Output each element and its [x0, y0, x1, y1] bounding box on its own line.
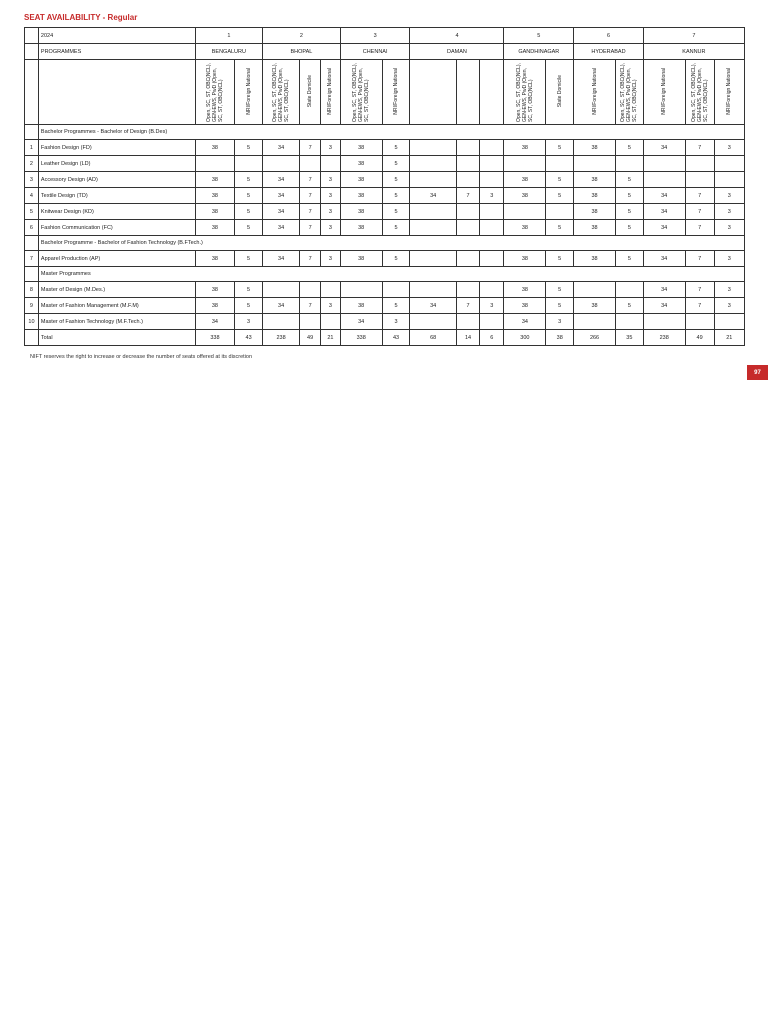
seat-count: 38 [340, 140, 382, 156]
serial-number: 6 [25, 220, 39, 236]
group-row [25, 267, 745, 282]
seat-count: 38 [195, 220, 234, 236]
seat-count [504, 156, 546, 172]
seat-count: 5 [382, 140, 410, 156]
seat-count [546, 204, 574, 220]
seat-count: 38 [504, 298, 546, 314]
category-label: NRI/Foreign National [393, 67, 400, 115]
category-label: NRI/Foreign National [726, 67, 733, 115]
seat-count: 34 [643, 188, 685, 204]
programme-name: Master of Design (M.Des.) [38, 282, 195, 298]
column-number: 6 [574, 28, 644, 44]
seat-count [714, 172, 744, 188]
seat-count [300, 282, 321, 298]
seat-count [480, 156, 504, 172]
seat-count: 34 [504, 314, 546, 330]
serial-number: 10 [25, 314, 39, 330]
seat-count: 7 [300, 204, 321, 220]
seat-count [480, 140, 504, 156]
total-value: 43 [382, 330, 410, 346]
seat-count: 5 [382, 204, 410, 220]
seat-count: 5 [615, 204, 643, 220]
seat-count: 7 [685, 282, 714, 298]
category-header [456, 60, 479, 125]
seat-count [410, 172, 456, 188]
seat-count: 5 [546, 220, 574, 236]
seat-count: 7 [300, 140, 321, 156]
seat-count: 5 [382, 188, 410, 204]
seat-count [685, 172, 714, 188]
category-label: Open, SC, ST, OBC(NCL), GEN-EWS, PwD (Open, SC, ST, OBC(NCL) [690, 63, 709, 122]
centre-header: BENGALURU [195, 44, 262, 60]
header-row-categories [25, 60, 745, 125]
seat-count: 3 [714, 204, 744, 220]
seat-count: 34 [643, 282, 685, 298]
seat-count: 3 [480, 298, 504, 314]
category-header [410, 60, 456, 125]
table-row [25, 188, 745, 204]
seat-count: 3 [321, 298, 341, 314]
seat-count: 3 [235, 314, 263, 330]
seat-count [574, 314, 616, 330]
centre-header: HYDERABAD [574, 44, 644, 60]
category-label: NRI/Foreign National [245, 67, 252, 115]
seat-count: 5 [382, 156, 410, 172]
seat-count: 7 [456, 188, 479, 204]
seat-count [456, 314, 479, 330]
seat-count: 7 [685, 204, 714, 220]
seat-count [615, 156, 643, 172]
category-header [546, 60, 574, 125]
seat-count: 38 [195, 282, 234, 298]
total-value: 6 [480, 330, 504, 346]
seat-count: 38 [195, 204, 234, 220]
seat-count: 5 [615, 140, 643, 156]
seat-count: 34 [263, 298, 300, 314]
column-number: 3 [340, 28, 410, 44]
corner-cell [25, 60, 39, 125]
seat-count: 3 [321, 251, 341, 267]
seat-count [410, 156, 456, 172]
seat-count: 38 [195, 140, 234, 156]
footnote: NIFT reserves the right to increase or decrease the number of seats offered at its discretion [30, 354, 253, 360]
seat-count [480, 204, 504, 220]
category-label: Open, SC, ST, OBC(NCL), GEN-EWS, PwD (Open, SC, ST, OBC(NCL) [620, 63, 639, 122]
programme-name: Fashion Communication (FC) [38, 220, 195, 236]
group-row [25, 236, 745, 251]
seat-count [643, 156, 685, 172]
section-title: SEAT AVAILABILITY - Regular [24, 13, 138, 22]
seat-count: 7 [300, 188, 321, 204]
category-header [615, 60, 643, 125]
category-header [574, 60, 616, 125]
seat-count: 5 [235, 251, 263, 267]
programme-name: Fashion Design (FD) [38, 140, 195, 156]
total-value: 21 [321, 330, 341, 346]
seat-count: 5 [615, 188, 643, 204]
seat-count: 5 [235, 298, 263, 314]
corner-cell [25, 330, 39, 346]
column-number: 7 [643, 28, 744, 44]
header-row-numbers [25, 28, 745, 44]
year-cell: 2024 [38, 28, 195, 44]
seat-count: 38 [574, 251, 616, 267]
centre-header: GANDHINAGAR [504, 44, 574, 60]
seat-count [546, 156, 574, 172]
seat-count [480, 251, 504, 267]
category-label: NRI/Foreign National [591, 67, 598, 115]
seat-count: 38 [340, 298, 382, 314]
programme-name: Accessory Design (AD) [38, 172, 195, 188]
seat-count: 3 [321, 140, 341, 156]
total-value: 266 [574, 330, 616, 346]
seat-count: 3 [321, 220, 341, 236]
seat-count: 34 [410, 188, 456, 204]
seat-count: 3 [321, 188, 341, 204]
category-header [714, 60, 744, 125]
serial-number: 9 [25, 298, 39, 314]
seat-count: 38 [504, 251, 546, 267]
programme-name: Apparel Production (AP) [38, 251, 195, 267]
total-value: 43 [235, 330, 263, 346]
seat-count: 5 [615, 251, 643, 267]
seat-count: 3 [714, 140, 744, 156]
seat-count: 38 [195, 251, 234, 267]
seat-count: 5 [235, 204, 263, 220]
seat-count: 3 [714, 298, 744, 314]
seat-count [321, 156, 341, 172]
seat-count [321, 282, 341, 298]
seat-count [300, 156, 321, 172]
seat-count: 3 [546, 314, 574, 330]
total-value: 238 [263, 330, 300, 346]
seat-count: 34 [263, 204, 300, 220]
seat-count: 7 [685, 140, 714, 156]
seat-count [456, 282, 479, 298]
seat-count [195, 156, 234, 172]
programmes-header: PROGRAMMES [38, 44, 195, 60]
seat-count: 3 [714, 282, 744, 298]
seat-count: 34 [410, 298, 456, 314]
seat-count: 38 [340, 156, 382, 172]
seat-count: 5 [235, 220, 263, 236]
category-label: State Domicile [307, 74, 314, 108]
seat-count [456, 204, 479, 220]
table-row [25, 140, 745, 156]
category-header [480, 60, 504, 125]
page-number-badge: 97 [747, 365, 768, 380]
seat-count: 5 [615, 172, 643, 188]
total-label: Total [38, 330, 195, 346]
seat-count: 34 [263, 220, 300, 236]
seat-count: 3 [714, 188, 744, 204]
category-label: NRI/Foreign National [661, 67, 668, 115]
seat-count [235, 156, 263, 172]
seat-count [410, 140, 456, 156]
seat-count: 3 [714, 220, 744, 236]
seat-count [615, 314, 643, 330]
seat-count: 38 [195, 298, 234, 314]
seat-count: 5 [235, 282, 263, 298]
seat-count: 38 [504, 140, 546, 156]
seat-count: 34 [263, 140, 300, 156]
seat-count: 34 [195, 314, 234, 330]
total-value: 238 [643, 330, 685, 346]
category-label: Open, SC, ST, OBC(NCL), GEN-EWS, PwD (Open, SC, ST, OBC(NCL) [205, 63, 224, 122]
seat-count [410, 314, 456, 330]
seat-count: 38 [340, 188, 382, 204]
category-header [263, 60, 300, 125]
seat-count: 5 [382, 220, 410, 236]
seat-count: 3 [321, 172, 341, 188]
seat-count: 34 [263, 188, 300, 204]
category-header [195, 60, 234, 125]
serial-number: 2 [25, 156, 39, 172]
seat-count [263, 282, 300, 298]
category-header [685, 60, 714, 125]
seat-count [480, 220, 504, 236]
seat-count: 38 [574, 220, 616, 236]
seat-count: 5 [546, 298, 574, 314]
seat-count: 5 [546, 251, 574, 267]
seat-count: 38 [340, 172, 382, 188]
seat-count [410, 204, 456, 220]
seat-count [574, 156, 616, 172]
seat-count: 5 [615, 298, 643, 314]
serial-number: 1 [25, 140, 39, 156]
seat-count [643, 314, 685, 330]
programme-name: Master of Fashion Management (M.F.M) [38, 298, 195, 314]
seat-count: 3 [714, 251, 744, 267]
seat-count: 5 [382, 298, 410, 314]
seat-count [574, 282, 616, 298]
seat-count [456, 140, 479, 156]
seat-count: 3 [480, 188, 504, 204]
category-label: State Domicile [556, 74, 563, 108]
total-value: 21 [714, 330, 744, 346]
seat-count: 38 [574, 298, 616, 314]
corner-cell [25, 236, 39, 251]
centre-header: KANNUR [643, 44, 744, 60]
table-row [25, 298, 745, 314]
category-label: Open, SC, ST, OBC(NCL), GEN-EWS, PwD (Open, SC, ST, OBC(NCL) [352, 63, 371, 122]
seat-count: 5 [382, 251, 410, 267]
seat-count: 34 [643, 220, 685, 236]
seat-count: 34 [643, 251, 685, 267]
seat-count: 7 [685, 188, 714, 204]
table-row [25, 156, 745, 172]
programme-name: Master of Fashion Technology (M.F.Tech.) [38, 314, 195, 330]
seat-count: 38 [574, 172, 616, 188]
group-label: Bachelor Programme - Bachelor of Fashion Technology (B.FTech.) [38, 236, 744, 251]
table-row [25, 220, 745, 236]
column-number: 2 [263, 28, 341, 44]
seat-count: 38 [504, 172, 546, 188]
seat-count: 34 [340, 314, 382, 330]
corner-cell [38, 60, 195, 125]
seat-count: 7 [300, 172, 321, 188]
seat-count: 38 [195, 188, 234, 204]
table-row [25, 204, 745, 220]
seat-count: 5 [546, 172, 574, 188]
seat-count [480, 282, 504, 298]
seat-count [410, 220, 456, 236]
seat-count: 5 [546, 282, 574, 298]
corner-cell [25, 267, 39, 282]
seat-count: 7 [685, 220, 714, 236]
programme-name: Textile Design (TD) [38, 188, 195, 204]
seat-count [504, 204, 546, 220]
total-value: 68 [410, 330, 456, 346]
seat-count: 38 [340, 204, 382, 220]
seat-count [714, 156, 744, 172]
category-label: Open, SC, ST, OBC(NCL), GEN-EWS, PwD (Open, SC, ST, OBC(NCL) [515, 63, 534, 122]
serial-number: 8 [25, 282, 39, 298]
seat-count: 5 [235, 188, 263, 204]
seat-count: 3 [382, 314, 410, 330]
seat-count [456, 172, 479, 188]
seat-count: 7 [300, 251, 321, 267]
serial-number: 3 [25, 172, 39, 188]
header-row-centres [25, 44, 745, 60]
seat-count: 34 [643, 298, 685, 314]
corner-cell [25, 44, 39, 60]
group-label: Master Programmes [38, 267, 744, 282]
total-value: 49 [300, 330, 321, 346]
seat-availability-section-1 [0, 0, 768, 390]
centre-header: BHOPAL [263, 44, 341, 60]
seat-count [410, 282, 456, 298]
seat-count [456, 251, 479, 267]
seat-count: 38 [574, 188, 616, 204]
group-row [25, 125, 745, 140]
centre-header: CHENNAI [340, 44, 410, 60]
table-row [25, 172, 745, 188]
seat-count: 7 [685, 251, 714, 267]
seat-count: 5 [546, 188, 574, 204]
seat-count [480, 172, 504, 188]
seat-count: 34 [263, 251, 300, 267]
seat-count [382, 282, 410, 298]
category-header [340, 60, 382, 125]
centre-header: DAMAN [410, 44, 504, 60]
seat-count [410, 251, 456, 267]
seat-count: 3 [321, 204, 341, 220]
serial-number: 4 [25, 188, 39, 204]
seat-count: 38 [504, 220, 546, 236]
seat-count [714, 314, 744, 330]
table-row [25, 282, 745, 298]
seat-count: 34 [643, 140, 685, 156]
category-header [235, 60, 263, 125]
category-label: NRI/Foreign National [327, 67, 334, 115]
serial-number: 7 [25, 251, 39, 267]
corner-cell [25, 125, 39, 140]
category-header [382, 60, 410, 125]
seat-count: 5 [235, 172, 263, 188]
column-number: 5 [504, 28, 574, 44]
seat-count: 38 [340, 220, 382, 236]
seat-count [480, 314, 504, 330]
seat-count: 34 [263, 172, 300, 188]
seat-count [263, 156, 300, 172]
seat-count: 5 [615, 220, 643, 236]
total-value: 338 [340, 330, 382, 346]
seat-count: 7 [456, 298, 479, 314]
seat-count: 7 [300, 220, 321, 236]
seat-count [321, 314, 341, 330]
total-value: 338 [195, 330, 234, 346]
category-label: Open, SC, ST, OBC(NCL), GEN-EWS, PwD (Open, SC, ST, OBC(NCL) [272, 63, 291, 122]
seat-count [263, 314, 300, 330]
seat-count: 38 [504, 282, 546, 298]
category-header [300, 60, 321, 125]
total-value: 35 [615, 330, 643, 346]
total-value: 49 [685, 330, 714, 346]
seat-count: 38 [574, 140, 616, 156]
seat-count: 38 [504, 188, 546, 204]
total-value: 38 [546, 330, 574, 346]
seat-count [340, 282, 382, 298]
seat-count: 5 [382, 172, 410, 188]
category-header [321, 60, 341, 125]
seat-count [685, 314, 714, 330]
seat-count: 38 [574, 204, 616, 220]
seat-count: 7 [300, 298, 321, 314]
seat-count [685, 156, 714, 172]
column-number: 4 [410, 28, 504, 44]
seat-count: 38 [340, 251, 382, 267]
category-header [643, 60, 685, 125]
seat-count [615, 282, 643, 298]
total-value: 300 [504, 330, 546, 346]
table-row [25, 314, 745, 330]
seat-count: 34 [643, 204, 685, 220]
seat-count [456, 220, 479, 236]
seat-count [300, 314, 321, 330]
total-row [25, 330, 745, 346]
column-number: 1 [195, 28, 262, 44]
seat-count [456, 156, 479, 172]
seat-count: 7 [685, 298, 714, 314]
corner-cell [25, 28, 39, 44]
seat-count: 38 [195, 172, 234, 188]
category-header [504, 60, 546, 125]
table-row [25, 251, 745, 267]
programme-name: Leather Design (LD) [38, 156, 195, 172]
group-label: Bachelor Programmes - Bachelor of Design (B.Des) [38, 125, 744, 140]
serial-number: 5 [25, 204, 39, 220]
seat-count: 5 [235, 140, 263, 156]
programme-name: Knitwear Design (KD) [38, 204, 195, 220]
seat-table [24, 27, 745, 346]
seat-count [643, 172, 685, 188]
total-value: 14 [456, 330, 479, 346]
seat-count: 5 [546, 140, 574, 156]
